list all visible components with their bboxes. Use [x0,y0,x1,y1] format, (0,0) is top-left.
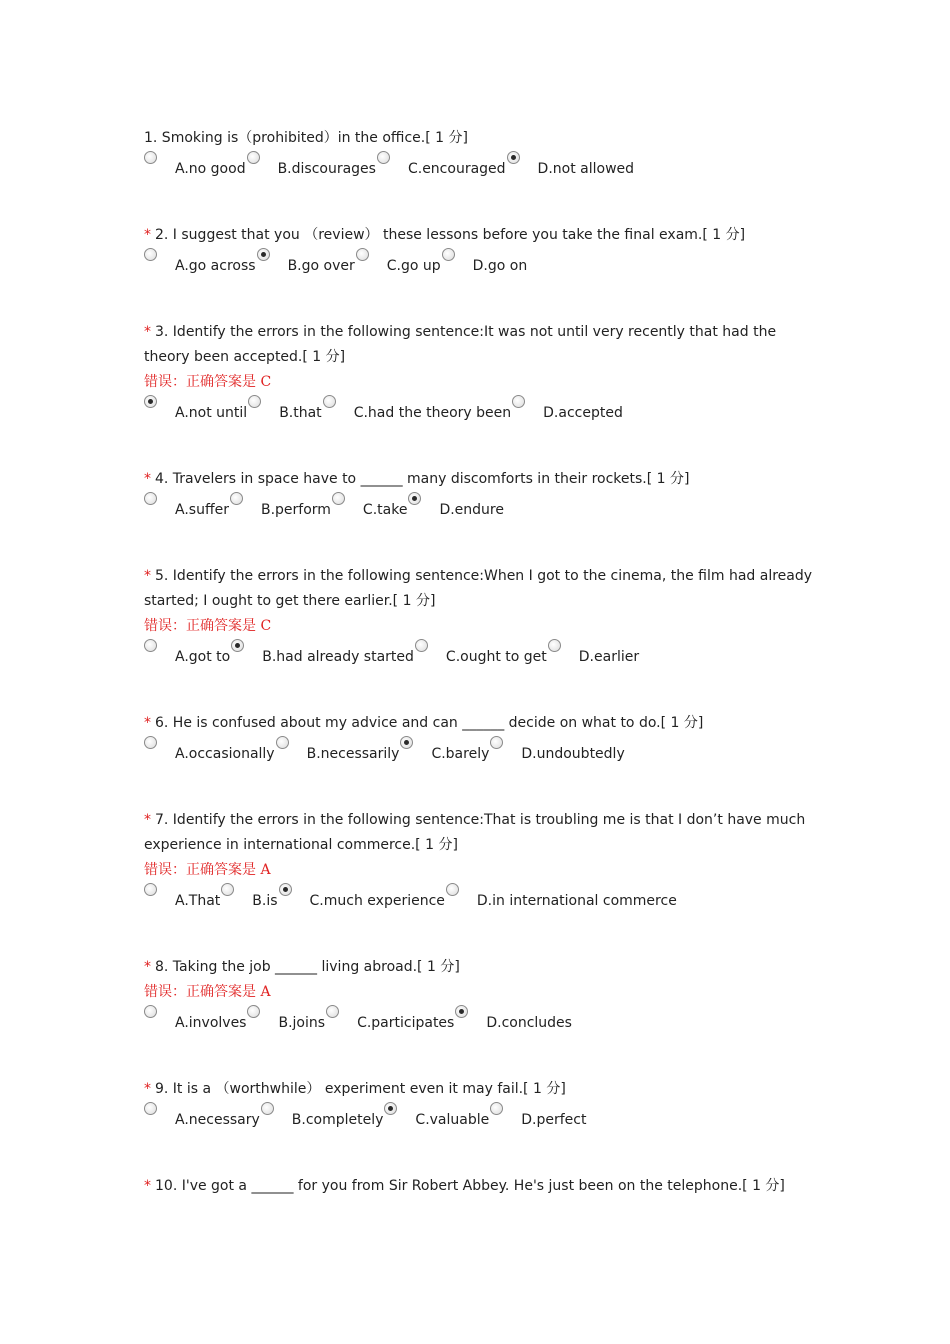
option-label: C.go up [386,258,441,274]
radio-button-selected[interactable] [408,492,421,505]
radio-button[interactable] [548,639,561,652]
question-body: 5. Identify the errors in the following sentence:When I got to the cinema, the film had already started; I ought to get there earlier.[ 1 分] [144,568,813,609]
required-star: * [144,812,151,828]
question-body: 6. He is confused about my advice and can ______ decide on what to do.[ 1 分] [155,715,704,731]
required-star: * [144,568,151,584]
option-label: A.suffer [175,502,229,518]
option-label: A.no good [175,161,246,177]
option-b[interactable] [231,639,415,665]
option-label: D.earlier [578,649,640,665]
radio-button[interactable] [415,639,428,652]
option-d[interactable] [512,395,624,421]
radio-button[interactable] [144,883,157,896]
option-label: C.participates [357,1015,455,1031]
option-label: D.undoubtedly [521,746,625,762]
question-body: 10. I've got a ______ for you from Sir Robert Abbey. He's just been on the telephone.[ 1 分] [155,1178,785,1194]
option-d[interactable] [442,248,529,274]
question-body: 1. Smoking is（prohibited）in the office.[ 1 分] [144,130,468,146]
error-message: 错误：正确答案是 C [144,374,272,390]
question-5 [144,564,824,673]
question-text [144,808,824,858]
option-group [144,395,824,429]
option-a[interactable] [144,492,230,518]
option-label: D.in international commerce [476,893,677,909]
option-b[interactable] [247,1005,326,1031]
option-label: C.valuable [415,1112,490,1128]
radio-button[interactable] [144,248,157,261]
option-d[interactable] [490,736,625,762]
question-body: 8. Taking the job ______ living abroad.[ 1 分] [155,959,460,975]
option-c[interactable] [356,248,442,274]
option-b[interactable] [230,492,332,518]
radio-button-selected[interactable] [455,1005,468,1018]
option-label: C.had the theory been [353,405,512,421]
option-b[interactable] [221,883,278,909]
question-10 [144,1174,824,1199]
question-8 [144,955,824,1039]
radio-button-selected[interactable] [400,736,413,749]
radio-button[interactable] [323,395,336,408]
required-star: * [144,715,151,731]
option-group [144,736,824,770]
radio-button[interactable] [442,248,455,261]
question-6 [144,711,824,770]
question-text [144,320,824,370]
option-label: D.perfect [521,1112,587,1128]
option-c[interactable] [377,151,507,177]
question-3 [144,320,824,429]
radio-button[interactable] [490,736,503,749]
radio-button[interactable] [247,1005,260,1018]
option-label: D.concludes [486,1015,572,1031]
option-label: B.that [279,405,322,421]
option-d[interactable] [408,492,505,518]
radio-button-selected[interactable] [279,883,292,896]
option-label: A.go across [175,258,256,274]
question-body: 2. I suggest that you （review） these lessons before you take the final exam.[ 1 分] [155,227,746,243]
option-group [144,248,824,282]
radio-button[interactable] [248,395,261,408]
option-a[interactable] [144,736,276,762]
required-star: * [144,471,151,487]
option-group [144,151,824,185]
radio-button[interactable] [490,1102,503,1115]
option-group [144,639,824,673]
option-c[interactable] [400,736,490,762]
option-group [144,883,824,917]
option-label: D.go on [472,258,528,274]
question-body: 7. Identify the errors in the following sentence:That is troubling me is that I don’t have much experience in international commerce.[ 1 分] [144,812,806,853]
option-label: B.perform [260,502,331,518]
option-a[interactable] [144,151,247,177]
option-a[interactable] [144,1102,261,1128]
radio-button[interactable] [144,1102,157,1115]
option-label: D.endure [439,502,504,518]
option-label: B.discourages [277,161,376,177]
option-b[interactable] [276,736,401,762]
option-group [144,1005,824,1039]
option-c[interactable] [279,883,446,909]
option-b[interactable] [247,151,377,177]
option-b[interactable] [257,248,356,274]
radio-button-selected[interactable] [257,248,270,261]
option-label: C.much experience [309,893,445,909]
option-label: C.barely [431,746,490,762]
radio-button[interactable] [144,151,157,164]
radio-button[interactable] [144,492,157,505]
radio-button-selected[interactable] [231,639,244,652]
error-message: 错误：正确答案是 A [144,862,271,878]
required-star: * [144,1178,151,1194]
question-4 [144,467,824,526]
option-c[interactable] [415,639,548,665]
radio-button[interactable] [276,736,289,749]
option-label: B.joins [278,1015,326,1031]
radio-button[interactable] [261,1102,274,1115]
option-c[interactable] [323,395,512,421]
option-label: D.not allowed [537,161,635,177]
option-a[interactable] [144,248,257,274]
radio-button[interactable] [230,492,243,505]
option-a[interactable] [144,1005,247,1031]
option-label: B.is [252,893,278,909]
option-label: A.occasionally [175,746,275,762]
option-group [144,492,824,526]
option-label: B.completely [291,1112,384,1128]
question-text [144,1077,824,1102]
option-label: B.necessarily [306,746,400,762]
question-body: 4. Travelers in space have to ______ many discomforts in their rockets.[ 1 分] [155,471,690,487]
required-star: * [144,1081,151,1097]
option-a[interactable] [144,883,221,909]
option-a[interactable] [144,639,231,665]
option-d[interactable] [455,1005,573,1031]
radio-button[interactable] [326,1005,339,1018]
required-star: * [144,324,151,340]
error-message: 错误：正确答案是 C [144,618,272,634]
option-d[interactable] [548,639,640,665]
option-label: A.That [175,893,221,909]
option-c[interactable] [326,1005,455,1031]
option-label: C.take [362,502,408,518]
question-text [144,564,824,614]
question-text [144,223,824,248]
radio-button[interactable] [446,883,459,896]
radio-button[interactable] [221,883,234,896]
question-body: 3. Identify the errors in the following sentence:It was not until very recently that had the theory been accepted.[ 1 分] [144,324,777,365]
question-text [144,467,824,492]
radio-button[interactable] [144,1005,157,1018]
radio-button[interactable] [332,492,345,505]
question-text [144,711,824,736]
option-c[interactable] [384,1102,490,1128]
question-1 [144,126,824,185]
option-label: A.not until [175,405,248,421]
option-label: C.encouraged [407,161,506,177]
question-7 [144,808,824,917]
radio-button-selected[interactable] [384,1102,397,1115]
radio-button[interactable] [144,639,157,652]
question-text [144,955,824,980]
option-d[interactable] [446,883,678,909]
option-d[interactable] [490,1102,587,1128]
radio-button[interactable] [356,248,369,261]
radio-button-selected[interactable] [507,151,520,164]
error-message: 错误：正确答案是 A [144,984,271,1000]
option-a[interactable] [144,395,248,421]
question-2 [144,223,824,282]
option-b[interactable] [261,1102,385,1128]
required-star: * [144,227,151,243]
radio-button[interactable] [377,151,390,164]
option-d[interactable] [507,151,635,177]
required-star: * [144,959,151,975]
radio-button[interactable] [512,395,525,408]
option-label: A.got to [175,649,231,665]
option-label: A.necessary [175,1112,260,1128]
radio-button[interactable] [247,151,260,164]
option-label: D.accepted [543,405,623,421]
option-c[interactable] [332,492,409,518]
option-b[interactable] [248,395,323,421]
question-text [144,126,824,151]
quiz-list [144,126,824,1237]
radio-button[interactable] [144,736,157,749]
radio-button-selected[interactable] [144,395,157,408]
option-label: B.had already started [262,649,414,665]
option-label: A.involves [175,1015,247,1031]
option-label: B.go over [287,258,355,274]
question-text [144,1174,824,1199]
question-body: 9. It is a （worthwhile） experiment even it may fail.[ 1 分] [155,1081,566,1097]
option-group [144,1102,824,1136]
question-9 [144,1077,824,1136]
option-label: C.ought to get [445,649,547,665]
